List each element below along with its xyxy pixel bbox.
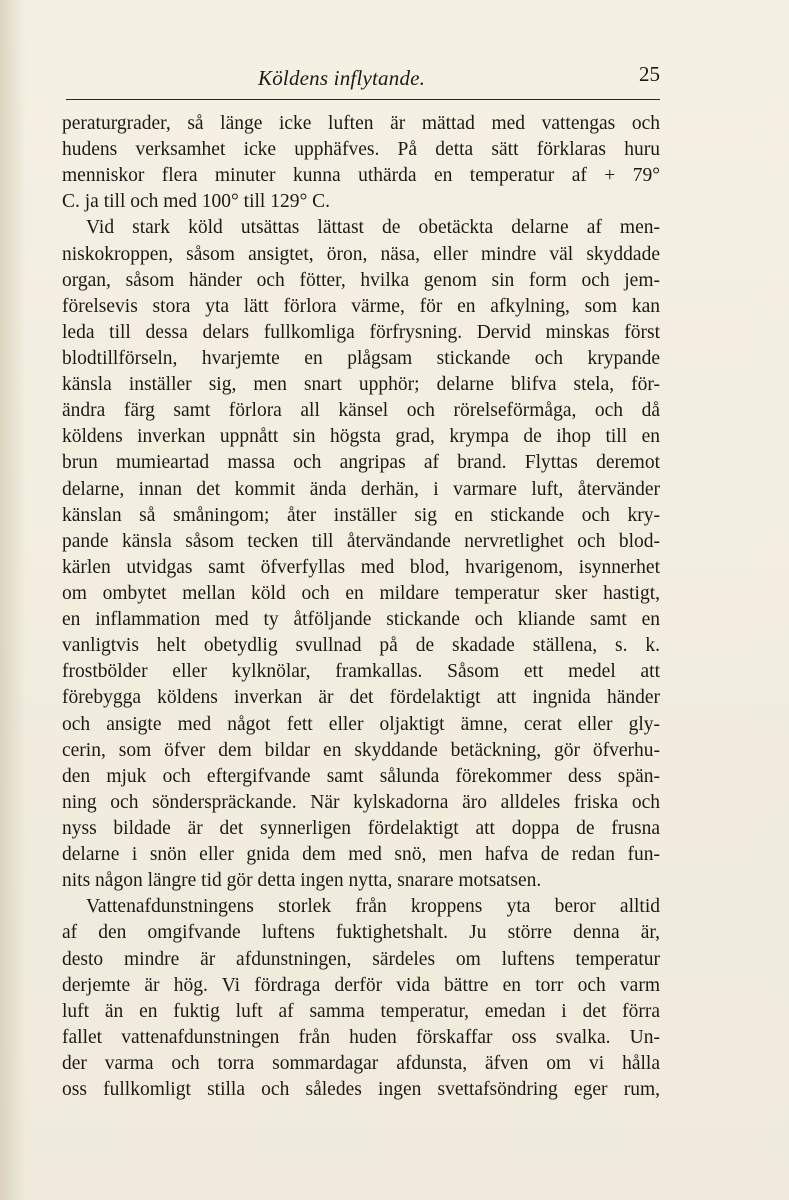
text-line: och ansigte med något fett eller oljaktigt ämne, cerat eller gly- — [62, 713, 660, 735]
text-line: kärlen utvidgas samt öfverfyllas med blod, hvarigenom, isynnerhet — [62, 556, 660, 578]
text-line: ändra färg samt förlora all känsel och rörelseförmåga, och då — [62, 400, 660, 422]
text-line: delarne i snön eller gnida dem med snö, men hafva de redan fun- — [62, 844, 660, 866]
text-line: frostbölder eller kylknölar, framkallas. Såsom ett medel att — [62, 661, 660, 683]
text-line: af den omgifvande luftens fuktighetshalt. Ju större denna är, — [62, 922, 660, 944]
text-line: cerin, som öfver dem bildar en skyddande betäckning, gör öfverhu- — [62, 739, 660, 761]
text-line: peraturgrader, så länge icke luften är mättad med vattengas och — [62, 113, 660, 134]
text-line: förelsevis stora yta lätt förlora värme, för en afkylning, som kan — [62, 295, 660, 317]
text-line: leda till dessa delars fullkomliga förfrysning. Dervid minskas först — [62, 321, 660, 343]
text-line: Vid stark köld utsättas lättast de obetäckta delarne af men- — [86, 217, 660, 239]
text-line: fallet vattenafdunstningen från huden förskaffar oss svalka. Un- — [62, 1026, 660, 1048]
text-line: Vattenafdunstningens storlek från kroppens yta beror alltid — [86, 896, 660, 918]
text-line: känsla inställer sig, men snart upphör; delarne blifva stela, för- — [62, 374, 660, 396]
text-line: om ombytet mellan köld och en mildare temperatur sker hastigt, — [62, 582, 660, 604]
page-header — [62, 62, 660, 98]
text-line: nits någon längre tid gör detta ingen nytta, snarare motsatsen. — [62, 870, 542, 892]
text-line: organ, såsom händer och fötter, hvilka genom sin form och jem- — [62, 269, 660, 291]
text-line: der varma och torra sommardagar afdunsta, äfven om vi hålla — [62, 1052, 660, 1074]
body-text — [62, 111, 660, 1103]
text-line: förebygga köldens inverkan är det fördelaktigt att ingnida händer — [62, 687, 660, 709]
text-line: delarne, innan det kommit ända derhän, i varmare luft, återvänder — [62, 478, 660, 500]
text-line: luft än en fuktig luft af samma temperatur, emedan i det förra — [62, 1000, 660, 1022]
text-line: C. ja till och med 100° till 129° C. — [62, 191, 331, 213]
text-line: menniskor flera minuter kunna uthärda en temperatur af + 79° — [62, 165, 660, 187]
page-number: 25 — [639, 62, 660, 86]
text-line: vanligtvis helt obetydlig svullnad på de skadade ställena, s. k. — [62, 635, 660, 657]
text-line: blodtillförseln, hvarjemte en plågsam stickande och krypande — [62, 347, 660, 369]
text-line: derjemte är hög. Vi fördraga derför vida bättre en torr och varm — [62, 974, 660, 996]
text-line: hudens verksamhet icke upphäfves. På detta sätt förklaras huru — [62, 139, 660, 161]
text-line: en inflammation med ty åtföljande stickande och kliande samt en — [62, 609, 660, 631]
text-line: niskokroppen, såsom ansigtet, öron, näsa, eller mindre väl skyddade — [62, 243, 660, 265]
running-head: Köldens inflytande. — [258, 66, 426, 90]
text-line: brun mumieartad massa och angripas af brand. Flyttas deremot — [62, 452, 660, 474]
text-line: den mjuk och eftergifvande samt sålunda förekommer dess spän- — [62, 765, 660, 787]
text-line: ning och sönderspräckande. När kylskadorna äro alldeles friska och — [62, 791, 660, 813]
text-line: köldens inverkan uppnått sin högsta grad, krympa de ihop till en — [62, 426, 660, 448]
text-line: känslan så småningom; åter inställer sig en stickande och kry- — [62, 504, 660, 526]
text-line: oss fullkomligt stilla och således ingen svettafsöndring eger rum, — [62, 1079, 660, 1101]
text-line: nyss bildade är det synnerligen fördelaktigt att doppa de frusna — [62, 817, 660, 839]
text-line: pande känsla såsom tecken till återvändande nervretlighet och blod- — [62, 530, 660, 552]
header-rule — [66, 99, 660, 100]
text-line: desto mindre är afdunstningen, särdeles om luftens temperatur — [62, 948, 660, 970]
